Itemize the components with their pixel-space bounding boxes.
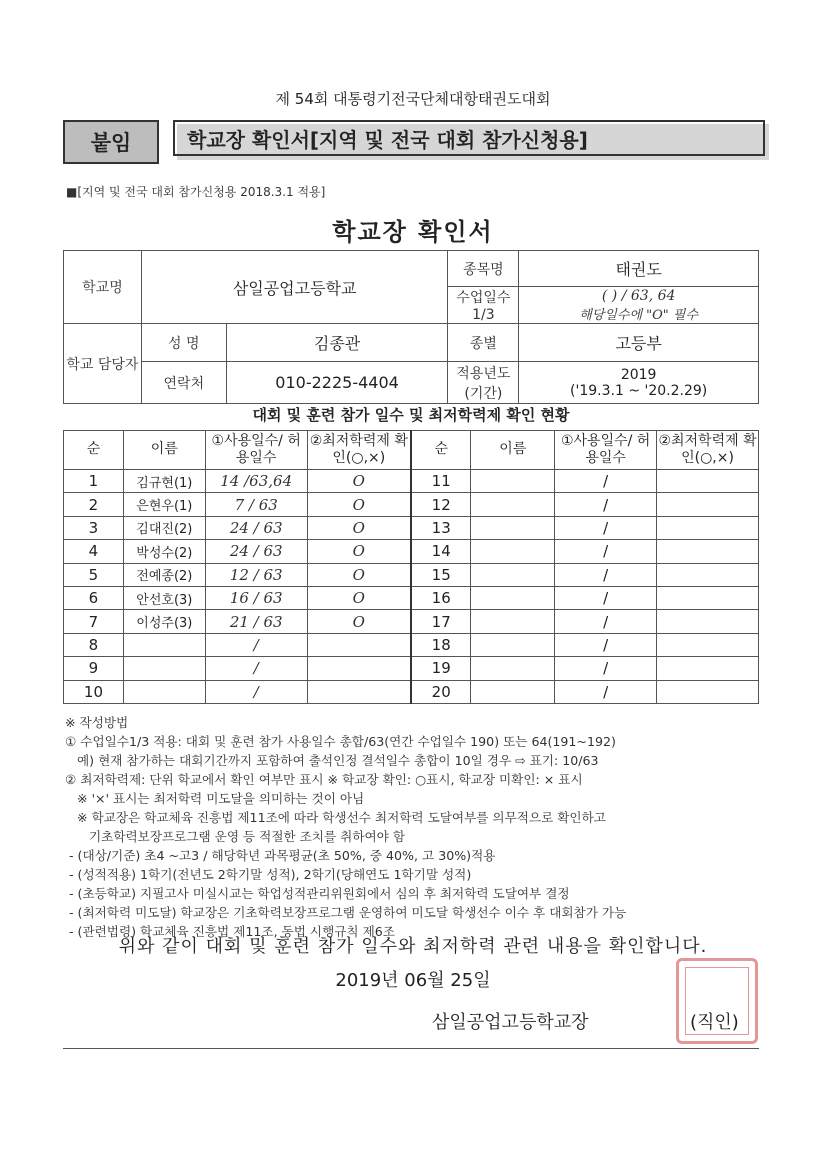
cell-days: / [555, 563, 657, 586]
header-days: ①사용일수/ 허용일수 [205, 431, 307, 470]
cell-days: 24 / 63 [205, 516, 307, 539]
cell-name [123, 633, 205, 656]
cell-days: / [205, 680, 307, 703]
cell-name [471, 563, 555, 586]
instructions [65, 713, 770, 941]
note-line: ① 수업일수1/3 적용: 대회 및 훈련 참가 사용일수 총합/63(연간 수업일수 190) 또는 64(191~192) [65, 734, 616, 749]
cell-academic [657, 680, 759, 703]
manager-name: 김종관 [226, 324, 448, 362]
bottom-rule [63, 1048, 759, 1049]
cell-no: 14 [411, 540, 471, 563]
cell-name: 이성주(3) [123, 610, 205, 633]
cell-no: 13 [411, 516, 471, 539]
cell-no: 6 [64, 586, 124, 609]
cell-academic: O [307, 610, 411, 633]
table-row [64, 586, 759, 609]
cell-no: 11 [411, 470, 471, 493]
cell-no: 20 [411, 680, 471, 703]
table-row [64, 516, 759, 539]
note-line: ② 최저학력제: 단위 학교에서 확인 여부만 표시 ※ 학교장 확인: ○표시, 학교장 미확인: × 표시 [65, 772, 583, 787]
cell-days: / [555, 470, 657, 493]
cell-academic: O [307, 493, 411, 516]
days-note: 해당일수에 "O" 필수 [579, 307, 699, 323]
cell-no: 18 [411, 633, 471, 656]
seal-label: (직인) [690, 1012, 739, 1033]
table-row [64, 493, 759, 516]
form-title: 학교장 확인서[지역 및 전국 대회 참가신청용] [173, 120, 765, 156]
cell-name [471, 493, 555, 516]
cell-name [471, 470, 555, 493]
info-table [63, 250, 759, 404]
table-row [64, 470, 759, 493]
cell-academic: O [307, 516, 411, 539]
table-row [64, 610, 759, 633]
applied-note: ■[지역 및 전국 대회 참가신청용 2018.3.1 적용] [66, 185, 326, 199]
header-name: 이름 [123, 431, 205, 470]
year-label: 적용년도 (기간) [448, 362, 519, 404]
cell-no: 2 [64, 493, 124, 516]
note-line: 예) 현재 참가하는 대회기간까지 포함하여 출석인정 결석일수 총합이 10일 경우 ⇨ 표기: 10/63 [65, 753, 599, 768]
sport-value: 태권도 [519, 251, 759, 287]
cell-academic [657, 540, 759, 563]
attachment-badge: 붙임 [63, 120, 159, 164]
period-value: ('19.3.1 ~ '20.2.29) [570, 382, 708, 399]
cell-no: 16 [411, 586, 471, 609]
grid-header-row [64, 431, 759, 470]
cell-days: / [555, 610, 657, 633]
note-line: - (초등학교) 지필고사 미실시교는 학업성적관리위원회에서 심의 후 최저학력 도달여부 결정 [65, 886, 570, 901]
status-heading: 대회 및 훈련 참가 일수 및 최저학력제 확인 현황 [252, 406, 570, 424]
cell-name [471, 540, 555, 563]
cell-days: / [555, 516, 657, 539]
days-label: 수업일수 1/3 [448, 287, 519, 324]
year-cell [519, 362, 759, 404]
cell-days: 7 / 63 [205, 493, 307, 516]
principal-name: 삼일공업고등학교장 [432, 1012, 589, 1033]
cell-academic [657, 516, 759, 539]
header-academic: ②최저학력제 확인(○,×) [657, 431, 759, 470]
cell-no: 10 [64, 680, 124, 703]
cell-name: 전예종(2) [123, 563, 205, 586]
cell-academic: O [307, 540, 411, 563]
school-label: 학교명 [64, 251, 142, 324]
cell-name [471, 516, 555, 539]
cell-no: 9 [64, 657, 124, 680]
cell-no: 1 [64, 470, 124, 493]
days-cell [519, 287, 759, 324]
document-title: 학교장 확인서 [332, 218, 494, 246]
cell-no: 3 [64, 516, 124, 539]
cell-name [471, 680, 555, 703]
cell-days: / [555, 540, 657, 563]
cell-name: 김규현(1) [123, 470, 205, 493]
cell-academic: O [307, 563, 411, 586]
cell-academic [657, 610, 759, 633]
header-no: 순 [411, 431, 471, 470]
cell-days: / [555, 633, 657, 656]
header-academic: ②최저학력제 확인(○,×) [307, 431, 411, 470]
note-line: - (대상/기준) 초4 ~고3 / 해당학년 과목평균(초 50%, 중 40%, 고 30%)적용 [65, 848, 496, 863]
cell-days: / [205, 657, 307, 680]
cell-academic [307, 680, 411, 703]
note-line: ※ '×' 표시는 최저학력 미도달을 의미하는 것이 아님 [65, 791, 365, 806]
note-line: - (최저학력 미도달) 학교장은 기초학력보장프로그램 운영하여 미도달 학생선수 이수 후 대회참가 가능 [65, 905, 627, 920]
cell-name [471, 657, 555, 680]
cell-days: / [555, 680, 657, 703]
cell-academic [657, 470, 759, 493]
cell-academic [657, 563, 759, 586]
note-line: - (관련법령) 학교체육 진흥법 제11조, 동법 시행규칙 제6조 [65, 924, 395, 939]
table-row [64, 657, 759, 680]
cell-no: 15 [411, 563, 471, 586]
note-line: ※ 작성방법 [65, 715, 129, 730]
note-line: - (성적적용) 1학기(전년도 2학기말 성적), 2학기(당해연도 1학기말 성적) [65, 867, 472, 882]
cell-no: 8 [64, 633, 124, 656]
date: 2019년 06월 25일 [335, 970, 491, 991]
manager-label: 학교 담당자 [64, 324, 142, 404]
cell-name [471, 633, 555, 656]
cell-name: 은현우(1) [123, 493, 205, 516]
cell-days: 21 / 63 [205, 610, 307, 633]
cell-academic [657, 657, 759, 680]
cell-no: 4 [64, 540, 124, 563]
table-row [64, 563, 759, 586]
note-line: ※ 학교장은 학교체육 진흥법 제11조에 따라 학생선수 최저학력 도달여부를 의무적으로 확인하고 [65, 810, 606, 825]
cell-name: 박성수(2) [123, 540, 205, 563]
header-no: 순 [64, 431, 124, 470]
contact-label: 연락처 [141, 362, 226, 404]
cell-no: 7 [64, 610, 124, 633]
event-title: 제 54회 대통령기전국단체대항태권도대회 [275, 90, 551, 108]
status-grid [63, 430, 759, 704]
cell-name [123, 680, 205, 703]
cell-no: 5 [64, 563, 124, 586]
note-line: 기초학력보장프로그램 운영 등 적절한 조치를 취하여야 함 [65, 829, 406, 844]
cell-academic [307, 633, 411, 656]
cell-name [471, 586, 555, 609]
cell-academic: O [307, 470, 411, 493]
cell-name [471, 610, 555, 633]
cell-academic [657, 493, 759, 516]
name-label: 성 명 [141, 324, 226, 362]
cell-days: / [555, 657, 657, 680]
cell-name: 김대진(2) [123, 516, 205, 539]
cell-academic [657, 586, 759, 609]
header-name: 이름 [471, 431, 555, 470]
cell-no: 19 [411, 657, 471, 680]
school-name: 삼일공업고등학교 [141, 251, 448, 324]
division-value: 고등부 [519, 324, 759, 362]
cell-days: / [555, 493, 657, 516]
table-row [64, 540, 759, 563]
cell-days: 24 / 63 [205, 540, 307, 563]
cell-name [123, 657, 205, 680]
cell-days: 14 /63,64 [205, 470, 307, 493]
contact-value: 010-2225-4404 [226, 362, 448, 404]
cell-name: 안선호(3) [123, 586, 205, 609]
cell-days: / [205, 633, 307, 656]
cell-academic [657, 633, 759, 656]
cell-no: 17 [411, 610, 471, 633]
days-value: ( ) / 63, 64 [601, 287, 676, 304]
cell-academic [307, 657, 411, 680]
year-value: 2019 [620, 366, 657, 383]
table-row [64, 680, 759, 703]
cell-academic: O [307, 586, 411, 609]
table-row [64, 633, 759, 656]
header-days: ①사용일수/ 허용일수 [555, 431, 657, 470]
cell-days: 16 / 63 [205, 586, 307, 609]
sport-label: 종목명 [448, 251, 519, 287]
division-label: 종별 [448, 324, 519, 362]
cell-days: / [555, 586, 657, 609]
cell-no: 12 [411, 493, 471, 516]
cell-days: 12 / 63 [205, 563, 307, 586]
confirmation-text: 위와 같이 대회 및 훈련 참가 일수와 최저학력 관련 내용을 확인합니다. [118, 936, 708, 957]
